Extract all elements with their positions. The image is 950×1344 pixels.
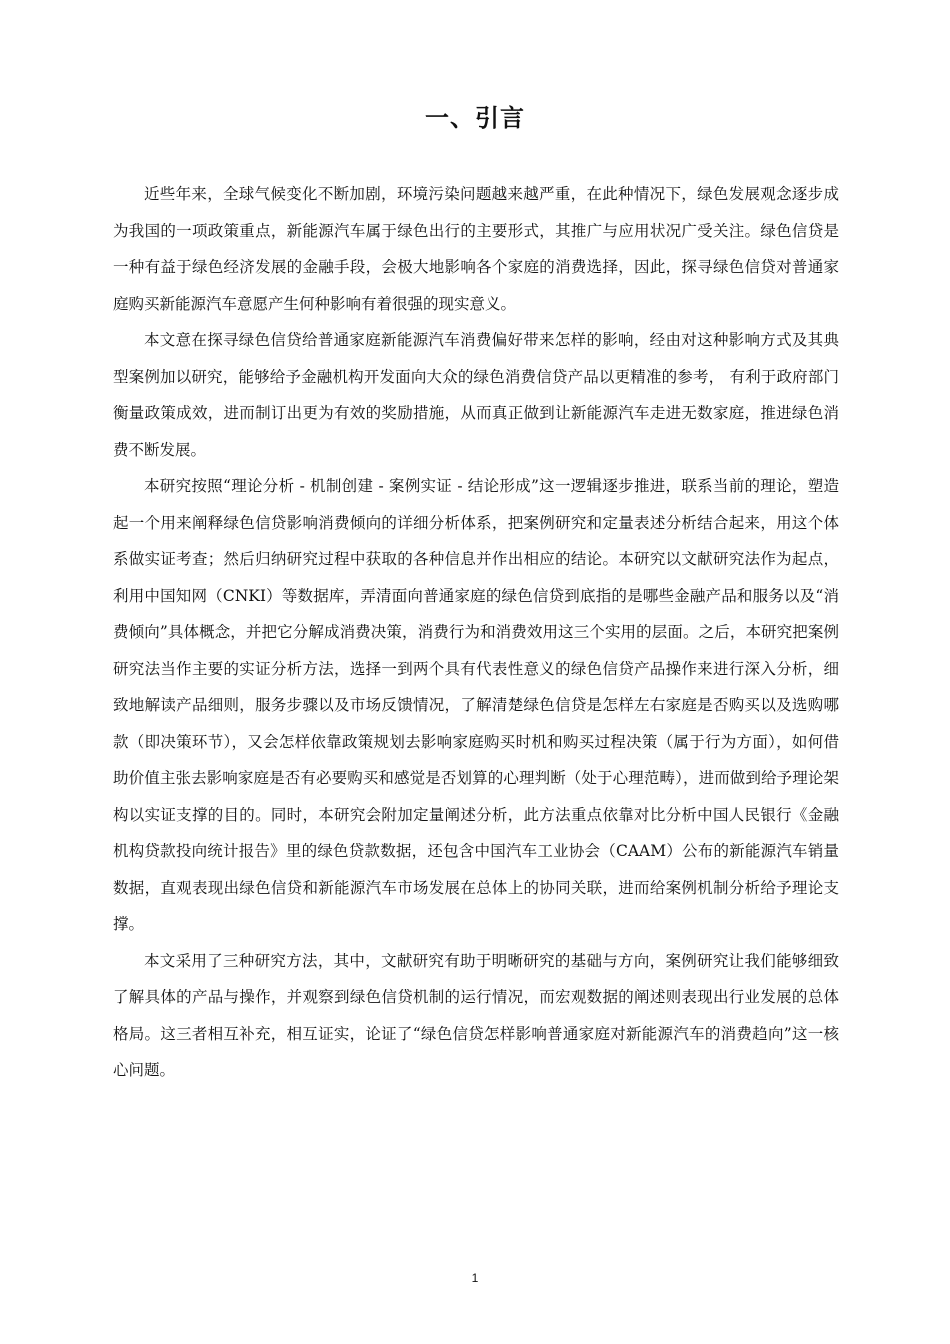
section-title: 一、引言 (425, 104, 525, 132)
paragraph-3: 本研究按照“理论分析 - 机制创建 - 案例实证 - 结论形成”这一逻辑逐步推进，联系当前的理论，塑造起一个用来阐释绿色信贷影响消费倾向的详细分析体系，把案例研究和定量表述分析结合起来，用这个体系做实证考查；然后归纳研究过程中获取的各种信息并作出相应的结论。本研究以文献研究法作为起点，利用中国知网（CNKI）等数据库，弄清面向普通家庭的绿色信贷到底指的是哪些金融产品和服务以及“消费倾向”具体概念，并把它分解成消费决策，消费行为和消费效用这三个实用的层面。之后，本研究把案例研究法当作主要的实证分析方法，选择一到两个具有代表性意义的绿色信贷产品操作来进行深入分析，细致地解读产品细则，服务步骤以及市场反馈情况，了解清楚绿色信贷是怎样左右家庭是否购买以及选购哪款（即决策环节），又会怎样依靠政策规划去影响家庭购买时机和购买过程决策（属于行为方面），如何借助价值主张去影响家庭是否有必要购买和感觉是否划算的心理判断（处于心理范畴），进而做到给予理论架构以实证支撑的目的。同时，本研究会附加定量阐述分析，此方法重点依靠对比分析中国人民银行《金融机构贷款投向统计报告》里的绿色贷款数据，还包含中国汽车工业协会（CAAM）公布的新能源汽车销量数据，直观表现出绿色信贷和新能源汽车市场发展在总体上的协同关联，进而给案例机制分析给予理论支撑。 (113, 477, 839, 933)
paragraph-2: 本文意在探寻绿色信贷给普通家庭新能源汽车消费偏好带来怎样的影响，经由对这种影响方式及其典型案例加以研究，能够给予金融机构开发面向大众的绿色消费信贷产品以更精准的参考， 有利于政府部门衡量政策成效，进而制订出更为有效的奖励措施，从而真正做到让新能源汽车走进无数家庭，推进绿色消费不断发展。 (113, 331, 839, 459)
paragraph-1: 近些年来，全球气候变化不断加剧，环境污染问题越来越严重，在此种情况下，绿色发展观念逐步成为我国的一项政策重点，新能源汽车属于绿色出行的主要形式，其推广与应用状况广受关注。绿色信贷是一种有益于绿色经济发展的金融手段，会极大地影响各个家庭的消费选择，因此，探寻绿色信贷对普通家庭购买新能源汽车意愿产生何种影响有着很强的现实意义。 (113, 185, 839, 313)
body-text (113, 176, 839, 1089)
paragraph-4: 本文采用了三种研究方法，其中，文献研究有助于明晰研究的基础与方向，案例研究让我们能够细致了解具体的产品与操作，并观察到绿色信贷机制的运行情况，而宏观数据的阐述则表现出行业发展的总体格局。这三者相互补充，相互证实，论证了“绿色信贷怎样影响普通家庭对新能源汽车的消费趋向”这一核心问题。 (113, 951, 839, 1079)
page-number: 1 (471, 1271, 479, 1285)
